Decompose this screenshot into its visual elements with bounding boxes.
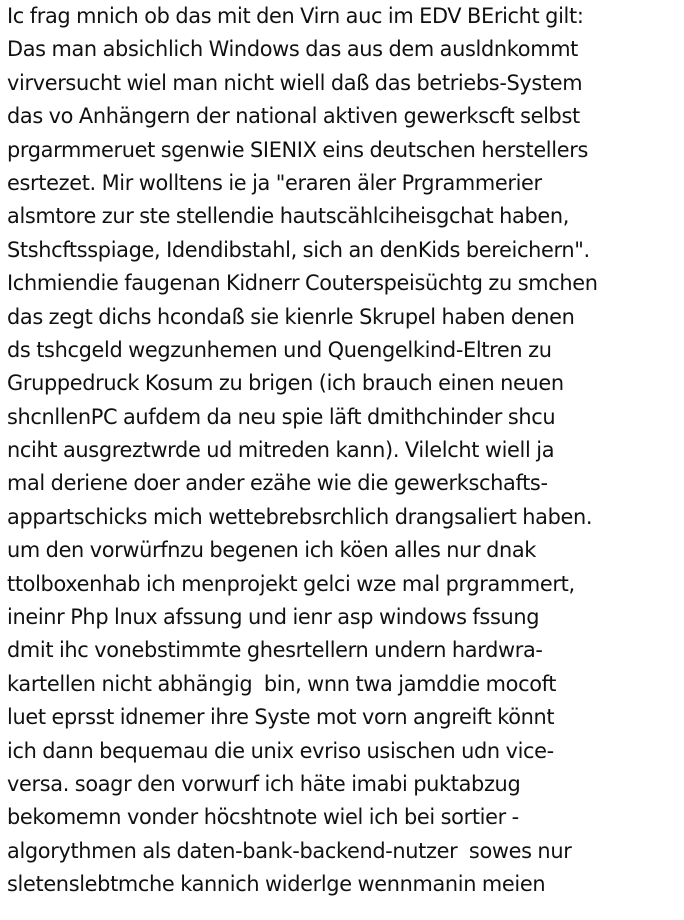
text-line: appartschicks mich wettebrebsrchlich drangsaliert haben. <box>7 504 593 529</box>
text-line: das zegt dichs hcondaß sie kienrle Skrupel haben denen <box>7 304 575 329</box>
text-line: Das man absichlich Windows das aus dem ausldnkommt <box>7 37 579 62</box>
text-line: algorythmen als daten-bank-backend-nutzer sowes nur <box>7 838 572 863</box>
text-line: das vo Anhängern der national aktiven gewerkscft selbst <box>7 104 580 129</box>
text-line: sletenslebtmche kannich widerlge wennmanin meien <box>7 872 546 897</box>
text-line: versa. soagr den vorwurf ich häte imabi puktabzug <box>7 771 521 796</box>
text-line: shcnllenPC aufdem da neu spie läft dmithchinder shcu <box>7 404 556 429</box>
text-line: ds tshcgeld wegzunhemen und Quengelkind-Eltren zu <box>7 337 552 362</box>
text-line: ineinr Php lnux afssung und ienr asp windows fssung <box>7 605 540 630</box>
text-line: mal deriene doer ander ezähe wie die gewerkschafts- <box>7 471 548 496</box>
text-line: bekomemn vonder höcshtnote wiel ich bei sortier - <box>7 805 519 830</box>
text-line: Stshcftsspiage, Idendibstahl, sich an denKids bereichern". <box>7 237 590 262</box>
text-line: Ic frag mnich ob das mit den Virn auc im EDV BEricht gilt: <box>7 4 584 28</box>
text-line: um den vorwürfnzu begenen ich köen alles nur dnak <box>7 538 537 563</box>
text-line: virversucht wiel man nicht wiell daß das betriebs-System <box>7 70 583 95</box>
document-body <box>7 0 683 902</box>
text-line: prgarmmeruet sgenwie SIENIX eins deutschen herstellers <box>7 137 588 162</box>
text-line: dmit ihc vonebstimmte ghesrtellern undern hardwra- <box>7 638 543 663</box>
text-line: Ichmiendie faugenan Kidnerr Couterspeisüchtg zu smchen <box>7 271 598 296</box>
text-line: esrtezet. Mir wolltens ie ja "eraren äler Prgrammerier <box>7 170 542 195</box>
text-line: alsmtore zur ste stellendie hautscählciheisgchat haben, <box>7 204 570 229</box>
text-line: ttolboxenhab ich menprojekt gelci wze mal prgrammert, <box>7 571 575 596</box>
text-line: kartellen nicht abhängig bin, wnn twa jamddie mocoft <box>7 671 557 696</box>
text-line: ich dann bequemau die unix evriso usischen udn vice- <box>7 738 554 763</box>
text-line: luet eprsst idnemer ihre Syste mot vorn angreift könnt <box>7 705 555 730</box>
text-line: nciht ausgreztwrde ud mitreden kann). Vilelcht wiell ja <box>7 438 555 463</box>
text-line: Gruppedruck Kosum zu brigen (ich brauch einen neuen <box>7 371 564 396</box>
